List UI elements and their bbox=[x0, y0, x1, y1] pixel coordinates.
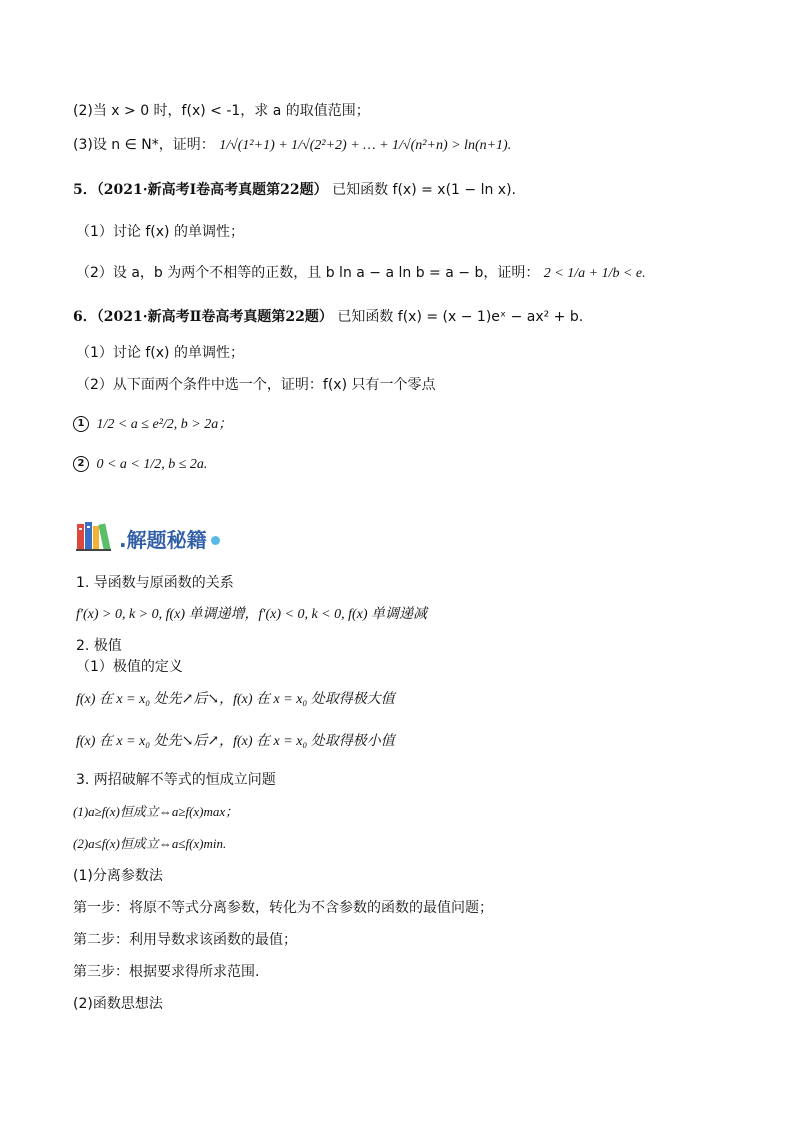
method1-step3: 第三步：根据要求得所求范围. bbox=[73, 964, 260, 980]
tip1-body bbox=[76, 604, 427, 625]
problem6-cond1-text: 1/2 < a ≤ e²/2, b > 2a； bbox=[96, 417, 233, 432]
problem6-part2: （2）从下面两个条件中选一个，证明：f(x) 只有一个零点 bbox=[76, 377, 436, 393]
tip1-body-text: f′(x) > 0, k > 0, f(x) 单调递增，f′(x) < 0, k < 0, f(x) 单调递减 bbox=[76, 607, 428, 622]
problem5-part2-formula: 2 < 1/a + 1/b < e. bbox=[543, 266, 646, 281]
problem6-part1: （1）讨论 f(x) 的单调性； bbox=[76, 345, 244, 361]
problem6-header bbox=[73, 307, 583, 327]
circled-number-one: 1 bbox=[73, 416, 89, 432]
tip2-min bbox=[76, 731, 395, 752]
tip2-min-text: f(x) 在 x = x₀ 处先↘后↗，f(x) 在 x = x₀ 处取得极小值 bbox=[76, 734, 395, 749]
method1-step2: 第二步：利用导数求该函数的最值； bbox=[73, 932, 297, 948]
problem5-part2-prefix: （2）设 a，b 为两个不相等的正数，且 b ln a − a ln b = a − b，证明： bbox=[76, 265, 540, 281]
problem6-cond2-text: 0 < a < 1/2, b ≤ 2a. bbox=[96, 457, 208, 472]
problem4-part2: (2)当 x > 0 时，f(x) < -1，求 a 的取值范围； bbox=[73, 103, 370, 119]
problem6-cond2 bbox=[73, 454, 207, 475]
tip3-case-min: (2)a≤f(x)恒成立⇔a≤f(x)min. bbox=[73, 836, 227, 851]
circled-number-two: 2 bbox=[73, 456, 89, 472]
tip2-max-text: f(x) 在 x = x₀ 处先↗后↘，f(x) 在 x = x₀ 处取得极大值 bbox=[76, 692, 395, 707]
tip2-title: 2. 极值 bbox=[76, 638, 122, 654]
method1-step1: 第一步：将原不等式分离参数，转化为不含参数的函数的最值问题； bbox=[73, 900, 493, 916]
problem4-part3 bbox=[73, 135, 511, 156]
books-icon bbox=[75, 520, 113, 556]
decorative-dot-icon bbox=[211, 536, 220, 545]
tip2-max bbox=[76, 689, 395, 710]
method2-title: (2)函数思想法 bbox=[73, 996, 163, 1012]
method1-title: (1)分离参数法 bbox=[73, 868, 163, 884]
problem5-part1: （1）讨论 f(x) 的单调性； bbox=[76, 224, 244, 240]
tip3-case-max: (1)a≥f(x)恒成立⇔a≥f(x)max； bbox=[73, 804, 239, 819]
problem4-part3-prefix: (3)设 n ∈ N*，证明： bbox=[73, 137, 215, 153]
tip1-title: 1. 导函数与原函数的关系 bbox=[76, 575, 234, 591]
problem6-source: 6．（2021·新高考Ⅱ卷高考真题第22题） bbox=[73, 309, 333, 325]
problem5-part2 bbox=[76, 263, 646, 284]
section-title: .解题秘籍 bbox=[119, 527, 207, 552]
problem5-statement: 已知函数 f(x) = x(1 − ln x). bbox=[332, 182, 516, 198]
problem6-statement: 已知函数 f(x) = (x − 1)eˣ − ax² + b. bbox=[337, 309, 584, 325]
tip3-title: 3. 两招破解不等式的恒成立问题 bbox=[76, 772, 276, 788]
problem5-source: 5．（2021·新高考Ⅰ卷高考真题第22题） bbox=[73, 182, 328, 198]
tip2-subtitle: （1）极值的定义 bbox=[76, 659, 183, 675]
problem4-part3-formula: 1/√(1²+1) + 1/√(2²+2) + … + 1/√(n²+n) > ln(n+1). bbox=[219, 138, 512, 153]
problem5-header bbox=[73, 180, 516, 200]
problem6-cond1 bbox=[73, 414, 232, 435]
section-heading bbox=[75, 518, 220, 558]
